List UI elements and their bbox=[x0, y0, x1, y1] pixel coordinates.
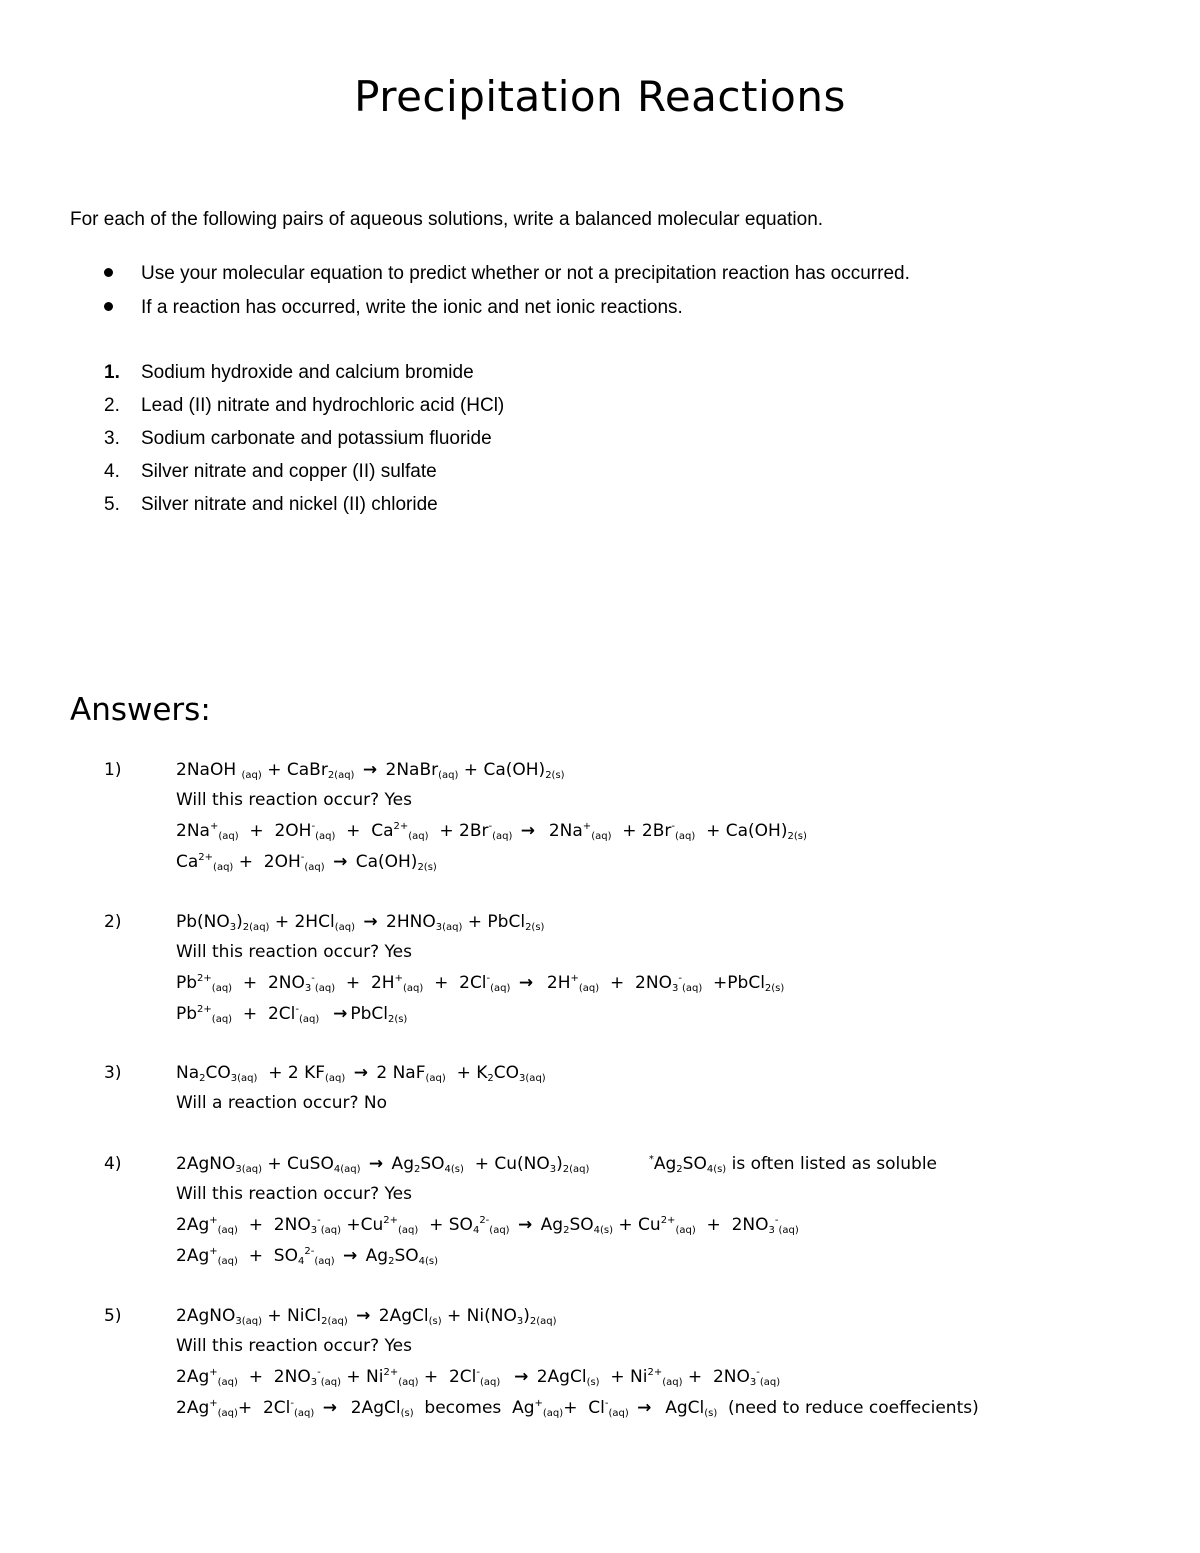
ionic-equation: $2Na^+_{(aq)} + 2OH^-_{(aq)} + Ca^{2+}_{(aq)} + 2Br^-_{(aq)} \to 2Na^+_{(aq)} + 2Br^-_{(aq)} + Ca(OH)_{2(s)}$ bbox=[176, 821, 807, 842]
question-item bbox=[104, 427, 504, 460]
question-number: 3. bbox=[104, 428, 120, 449]
reaction-occurs-question: Will this reaction occur? Yes bbox=[176, 790, 412, 810]
reaction-occurs-question: Will a reaction occur? No bbox=[176, 1093, 388, 1113]
question-item bbox=[104, 460, 504, 493]
question-number: 4. bbox=[104, 461, 120, 482]
bullet-icon bbox=[104, 268, 113, 277]
answers-heading: Answers: bbox=[70, 692, 211, 728]
answer-number: 4) bbox=[104, 1154, 122, 1174]
net-ionic-equation: $2Ag^+_{(aq)} + SO_4^{2-}_{(aq)} \to Ag_2SO_{4(s)}$ bbox=[176, 1246, 438, 1267]
question-text: Silver nitrate and copper (II) sulfate bbox=[141, 461, 437, 482]
reaction-occurs-question: Will this reaction occur? Yes bbox=[176, 1184, 412, 1204]
bullet-item bbox=[104, 262, 910, 296]
bullet-icon bbox=[104, 302, 113, 311]
question-number: 5. bbox=[104, 494, 120, 515]
net-ionic-equation: $2Ag^+_{(aq)}+ 2Cl^-_{(aq)}$ → 2AgCl$_{(s)}$ becomes $Ag^+_{(aq)}+ Cl^-_{(aq)}$ → AgCl$_{(s)}$ (need to reduce coeffecients) bbox=[176, 1398, 979, 1419]
answer-number: 5) bbox=[104, 1306, 122, 1326]
net-ionic-equation: $Ca^{2+}_{(aq)} + 2OH^-_{(aq)} \to Ca(OH)_{2(s)}$ bbox=[176, 852, 437, 873]
answer-number: 1) bbox=[104, 760, 122, 780]
question-text: Silver nitrate and nickel (II) chloride bbox=[141, 494, 438, 515]
question-item bbox=[104, 493, 504, 526]
question-text: Sodium carbonate and potassium fluoride bbox=[141, 428, 492, 449]
reaction-occurs-question: Will this reaction occur? Yes bbox=[176, 942, 412, 962]
question-number: 2. bbox=[104, 395, 120, 416]
molecular-equation: 2AgNO$_{3(aq)}$ + NiCl$_{2(aq)}$ → 2AgCl$_{(s)}$ + $Ni(NO_3)_{2(aq)}$ bbox=[176, 1306, 557, 1327]
question-item bbox=[104, 394, 504, 427]
net-ionic-equation: $Pb^{2+}_{(aq)} + 2Cl^-_{(aq)}$ → PbCl$_{2(s)}$ bbox=[176, 1004, 408, 1025]
instruction-bullets bbox=[104, 262, 910, 330]
molecular-equation: 2AgNO$_{3(aq)}$ + CuSO$_{4(aq)}$ → $Ag_2SO_{4(s)} + Cu(NO_3)_{2(aq)}$ $^*Ag_2SO_{4(s)}$ is often listed as soluble bbox=[176, 1154, 938, 1175]
molecular-equation: $Na_2CO_{3(aq)} + 2$ $KF_{(aq)} \to 2$ $NaF_{(aq)} + K_2CO_{3(aq)}$ bbox=[176, 1063, 546, 1084]
molecular-equation: 2NaOH $_{(aq)}$ + CaBr$_{2(aq)}$ → 2NaBr$_{(aq)}$ + $Ca(OH)_{2(s)}$ bbox=[176, 760, 565, 781]
answer-number: 2) bbox=[104, 912, 122, 932]
reaction-occurs-question: Will this reaction occur? Yes bbox=[176, 1336, 412, 1356]
bullet-item bbox=[104, 296, 910, 330]
ionic-equation: $2Ag^+_{(aq)} + 2NO_3^-_{(aq)} + Ni^{2+}_{(aq)} + 2Cl^-_{(aq)}$ → 2AgCl$_{(s)}$ + $Ni^{2+}_{(aq)} + 2NO_3^-_{(aq)}$ bbox=[176, 1367, 781, 1388]
question-item bbox=[104, 361, 504, 394]
instructions-intro: For each of the following pairs of aqueous solutions, write a balanced molecular equation. bbox=[70, 209, 824, 230]
question-text: Sodium hydroxide and calcium bromide bbox=[141, 362, 474, 383]
answer-number: 3) bbox=[104, 1063, 122, 1083]
molecular-equation: $Pb(NO_3)_{2(aq)} + 2HCl_{(aq)} \to 2HNO_{3(aq)}$ + PbCl$_{2(s)}$ bbox=[176, 912, 545, 933]
bullet-text: If a reaction has occurred, write the ionic and net ionic reactions. bbox=[141, 297, 683, 318]
question-text: Lead (II) nitrate and hydrochloric acid (HCl) bbox=[141, 395, 505, 416]
ionic-equation: $2Ag^+_{(aq)} + 2NO_3^-_{(aq)} +Cu^{2+}_{(aq)} + SO_4^{2-}_{(aq)} \to Ag_2SO_{4(s)} + Cu^{2+}_{(aq)} + 2NO_3^-_{(aq)}$ bbox=[176, 1215, 799, 1236]
question-list bbox=[104, 361, 504, 526]
bullet-text: Use your molecular equation to predict whether or not a precipitation reaction has occurred. bbox=[141, 263, 910, 284]
ionic-equation: $Pb^{2+}_{(aq)} + 2NO_3^-_{(aq)} + 2H^+_{(aq)} + 2Cl^-_{(aq)} \to 2H^+_{(aq)} + 2NO_3^-_{(aq)}$ +PbCl$_{2(s)}$ bbox=[176, 973, 785, 994]
page-title: Precipitation Reactions bbox=[354, 72, 846, 121]
question-number: 1. bbox=[104, 362, 120, 383]
